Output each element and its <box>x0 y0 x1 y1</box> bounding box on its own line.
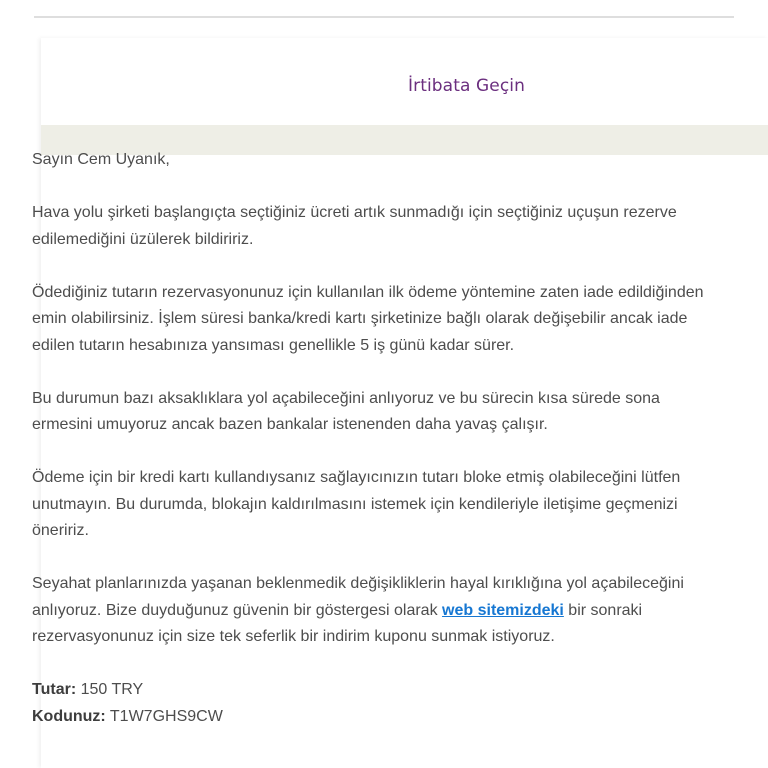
coupon-text-after: bir sonraki rezervasyonunuz için size tek seferlik bir indirim kuponu sunmak istiyoruz. <box>32 601 643 645</box>
amount-line <box>32 677 722 704</box>
paragraph-credit-card: Ödeme için bir kredi kartı kullandıysanız sağlayıcınızın tutarı bloke etmiş olabileceğini lütfen unutmayın. Bu durumda, blokajın kaldırılmasını istemek için kendileriyle iletişime geçmenizi öneririz. <box>32 469 681 539</box>
website-link[interactable]: web sitemizdeki <box>442 601 564 619</box>
paragraph-bank-delay: Bu durumun bazı aksaklıklara yol açabileceğini anlıyoruz ve bu sürecin kısa sürede sona ermesini umuyoruz ancak bazen bankalar istenenden daha yavaş çalışır. <box>32 389 660 433</box>
code-value: T1W7GHS9CW <box>105 707 223 725</box>
greeting: Sayın Cem Uyanık, <box>32 151 170 168</box>
paragraph-refund: Ödediğiniz tutarın rezervasyonunuz için kullanılan ilk ödeme yöntemine zaten iade edildiğinden emin olabilirsiniz. İşlem süresi banka/kredi kartı şirketinize bağlı olarak değişebilir ancak iade edilen tutarın hesabınıza yansıması genellikle 5 iş günü kadar sürer. <box>32 283 704 354</box>
code-line <box>32 704 722 731</box>
email-body <box>32 147 722 730</box>
paragraph-coupon <box>32 571 722 651</box>
paragraph-booking-failed: Hava yolu şirketi başlangıçta seçtiğiniz ücreti artık sunmadığı için seçtiğiniz uçuşun rezerve edilemediğini üzülerek bildiririz. <box>32 204 677 248</box>
contact-link[interactable]: İrtibata Geçin <box>408 76 525 96</box>
code-label: Kodunuz: <box>32 707 106 725</box>
top-divider <box>34 16 734 18</box>
amount-label: Tutar: <box>32 681 77 698</box>
amount-value: 150 TRY <box>76 681 144 698</box>
coupon-text-before: Seyahat planlarınızda yaşanan beklenmedik değişikliklerin hayal kırıklığına yol açabileceğini anlıyoruz. Bize duyduğunuz güvenin bir göstergesi olarak <box>32 575 684 619</box>
